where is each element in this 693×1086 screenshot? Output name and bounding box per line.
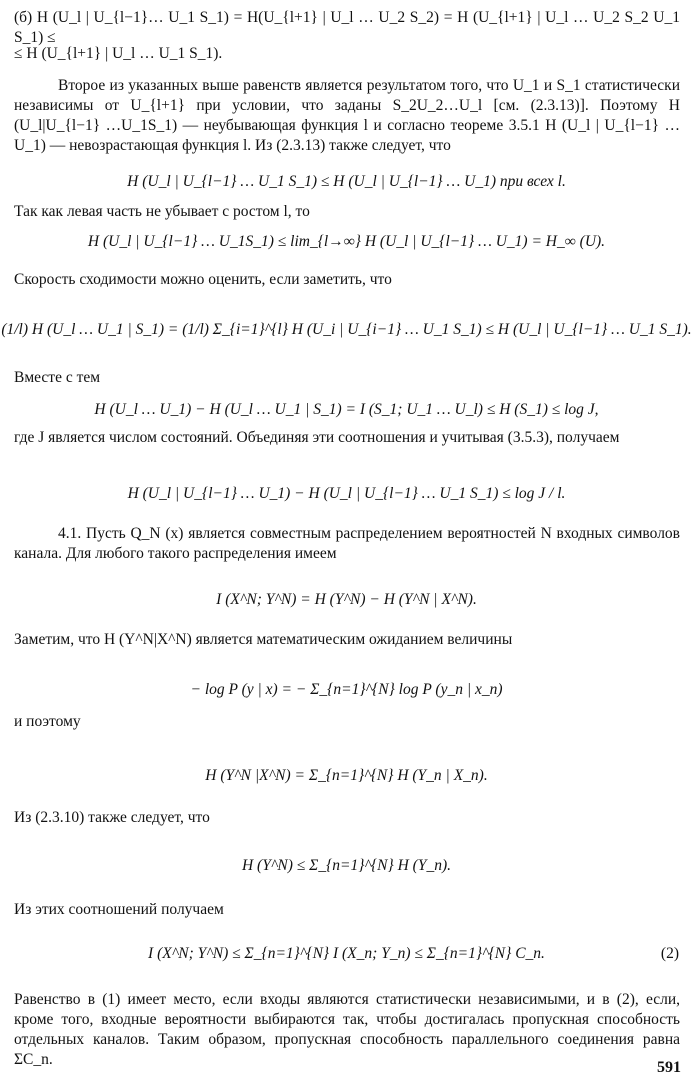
formula-b-line1: (б) H (U_l | U_{l−1}… U_1 S_1) = H(U_{l+1} | U_l … U_2 S_2) = H (U_{l+1} | U_l … U_2 S_2 U_1 S_1) ≤ [14, 9, 680, 47]
formula-10 [0, 944, 693, 964]
formula-6: I (X^N; Y^N) = H (Y^N) − H (Y^N | X^N). [216, 591, 477, 608]
formula-7: − log P (y | x) = − Σ_{n=1}^{N} log P (y_n | x_n) [190, 681, 503, 698]
paragraph-6: 4.1. Пусть Q_N (x) является совместным распределением вероятностей N входных символов канала. Для любого такого распределения имеем [14, 525, 680, 563]
paragraph-8: и поэтому [14, 713, 81, 730]
formula-1: H (U_l | U_{l−1} … U_1 S_1) ≤ H (U_l | U_{l−1} … U_1) при всех l. [127, 173, 566, 190]
paragraph-4: Вместе с тем [14, 369, 101, 386]
formula-10-text: I (X^N; Y^N) ≤ Σ_{n=1}^{N} I (X_n; Y_n) ≤ Σ_{n=1}^{N} C_n. [148, 945, 545, 962]
paragraph-3: Скорость сходимости можно оценить, если заметить, что [14, 271, 392, 288]
paragraph-7: Заметим, что H (Y^N|X^N) является математическим ожиданием величины [14, 631, 513, 648]
equation-number: (2) [660, 945, 679, 962]
paragraph-9: Из (2.3.10) также следует, что [14, 809, 210, 826]
formula-5: H (U_l | U_{l−1} … U_1) − H (U_l | U_{l−1} … U_1 S_1) ≤ log J / l. [127, 485, 566, 502]
paragraph-11: Равенство в (1) имеет место, если входы являются статистически независимыми, и в (2), если, кроме того, входные вероятности выбираются так, чтобы достигалась пропускная способность отдельных каналов. Таким образом, пропускная способность параллельного соединения равна ΣC_n. [14, 991, 680, 1069]
formula-8: H (Y^N |X^N) = Σ_{n=1}^{N} H (Y_n | X_n). [205, 767, 488, 784]
page-number: 591 [657, 1059, 681, 1076]
paragraph-10: Из этих соотношений получаем [14, 901, 224, 918]
paragraph-2: Так как левая часть не убывает с ростом l, то [14, 203, 310, 220]
formula-2: H (U_l | U_{l−1} … U_1S_1) ≤ lim_{l→∞} H (U_l | U_{l−1} … U_1) = H_∞ (U). [87, 233, 606, 250]
paragraph-1: Второе из указанных выше равенств является результатом того, что U_1 и S_1 статистически независимы от U_{l+1} при условии, что заданы S_2U_2…U_l [см. (2.3.13)]. Поэтому H (U_l|U_{l−1} …U_1S_1) — неубывающая функция l и согласно теореме 3.5.1 H (U_l | U_{l−1} …U_1) — невозрастающая функция l. Из (2.3.13) также следует, что [14, 77, 680, 155]
paragraph-5: где J является числом состояний. Объединяя эти соотношения и учитывая (3.5.3), получаем [14, 429, 620, 446]
formula-3: (1/l) H (U_l … U_1 | S_1) = (1/l) Σ_{i=1}^{l} H (U_i | U_{i−1} … U_1 S_1) ≤ H (U_l | U_{l−1} … U_1 S_1). [1, 321, 692, 338]
formula-4: H (U_l … U_1) − H (U_l … U_1 | S_1) = I (S_1; U_1 … U_l) ≤ H (S_1) ≤ log J, [94, 401, 599, 418]
formula-b-line2: ≤ H (U_{l+1} | U_l … U_1 S_1). [14, 45, 223, 62]
formula-9: H (Y^N) ≤ Σ_{n=1}^{N} H (Y_n). [241, 857, 451, 874]
